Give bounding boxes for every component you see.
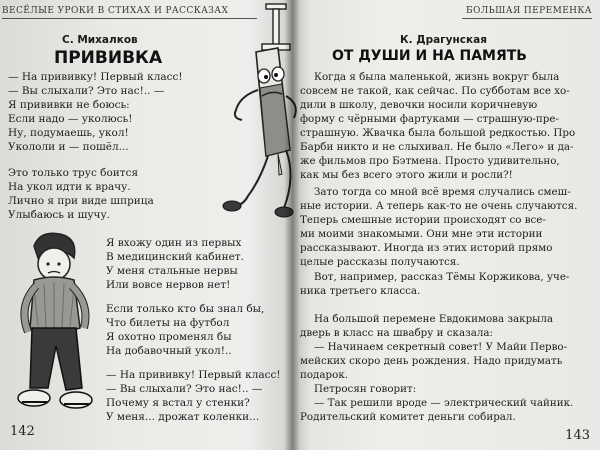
prose-line: Когда я была маленькой, жизнь вокруг была xyxy=(314,71,560,83)
prose-line: — Так решили вроде — электрический чайник. xyxy=(314,397,574,409)
poem-line: Или вовсе нервов нет! xyxy=(106,279,231,291)
prose-line: Родительский комитет деньги собирал. xyxy=(300,411,516,423)
running-head-right: БОЛЬШАЯ ПЕРЕМЕНКА xyxy=(462,6,592,19)
poem-line: — На прививку! Первый класс! xyxy=(106,369,281,381)
poem-line: Ну, подумаешь, укол! xyxy=(8,127,129,139)
poem-line: Я вхожу один из первых xyxy=(106,237,242,249)
poem-line: В медицинский кабинет. xyxy=(106,251,244,263)
prose-line: дили в школу, девочки носили коричневую xyxy=(300,99,538,111)
poem-line: На добавочный укол!.. xyxy=(106,345,232,357)
prose-line: подарок. xyxy=(300,369,349,381)
boy-illustration xyxy=(4,228,104,438)
poem-line: — Вы слыхали? Это нас!.. — xyxy=(8,85,165,97)
poem-line: Это только трус боится xyxy=(8,167,139,179)
prose-line: Петросян говорит: xyxy=(314,383,417,395)
poem-line: Если надо — уколюсь! xyxy=(8,113,133,125)
story-title: ОТ ДУШИ И НА ПАМЯТЬ xyxy=(332,48,527,64)
prose-line: страшную. Жвачка была большой редкостью. Про xyxy=(300,127,576,139)
prose-line: дверь в класс на швабру и сказала: xyxy=(300,327,493,339)
prose-line: целые рассказы получаются. xyxy=(300,256,460,268)
right-page xyxy=(292,0,600,450)
poem-line: Лично я при виде шприца xyxy=(8,195,154,207)
prose-line: Зато тогда со мной всё время случались смеш- xyxy=(314,186,571,198)
poem-line: Что билеты на футбол xyxy=(106,317,230,329)
poem-line: На укол идти к врачу. xyxy=(8,181,131,193)
prose-line: Вот, например, рассказ Тёмы Коржикова, уче- xyxy=(314,271,570,283)
poem-line: — Вы слыхали? Это нас!.. — xyxy=(106,383,263,395)
page-number-right: 143 xyxy=(565,428,590,443)
story-author: К. Драгунская xyxy=(400,34,487,46)
prose-line: На большой перемене Евдокимова закрыла xyxy=(314,313,554,325)
poem-line: Почему я встал у стенки? xyxy=(106,397,250,409)
poem-title: ПРИВИВКА xyxy=(54,48,163,68)
prose-line: Теперь смешные истории происходят со все- xyxy=(300,214,546,226)
prose-line: совсем не такой, как сейчас. По субботам все хо- xyxy=(300,85,570,97)
prose-line: мейских скоро день рождения. Надо придумать xyxy=(300,355,563,367)
poem-line: У меня... дрожат коленки... xyxy=(106,411,260,423)
poem-line: Я охотно променял бы xyxy=(106,331,232,343)
poem-line: Если только кто бы знал бы, xyxy=(106,303,265,315)
prose-line: Барби никто и не слыхивал. Не было «Лего» и да- xyxy=(300,141,574,153)
prose-line: форму с чёрными фартуками — страшную-пре- xyxy=(300,113,559,125)
prose-line: рассказывают. Иногда из этих историй прямо xyxy=(300,242,553,254)
prose-line: — Начинаем секретный совет! У Майи Перво- xyxy=(314,341,568,353)
book-gutter xyxy=(284,0,300,450)
prose-line: ми моими знакомыми. Они мне эти истории xyxy=(300,228,543,240)
prose-line: же фильмов про Бэтмена. Просто удивительно, xyxy=(300,155,560,167)
prose-line: как мы без всего этого жили и росли?! xyxy=(300,169,513,181)
poem-line: Укололи и — пошёл... xyxy=(8,141,129,153)
running-head-left: ВЕСЁЛЫЕ УРОКИ В СТИХАХ И РАССКАЗАХ xyxy=(2,6,257,19)
prose-line: ника третьего класса. xyxy=(300,285,421,297)
poem-author: С. Михалков xyxy=(62,34,138,46)
poem-line: Я прививки не боюсь: xyxy=(8,99,130,111)
page-number-left: 142 xyxy=(10,424,35,439)
prose-line: ные истории. А теперь как-то не очень случаются. xyxy=(300,200,578,212)
poem-line: У меня стальные нервы xyxy=(106,265,238,277)
poem-line: Улыбаюсь и шучу. xyxy=(8,209,111,221)
poem-line: — На прививку! Первый класс! xyxy=(8,71,183,83)
